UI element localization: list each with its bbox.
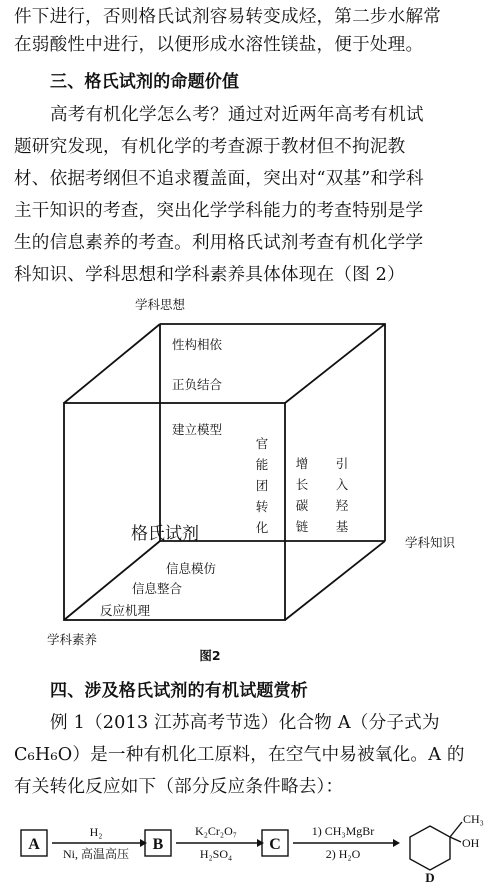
hydroxyl-bond <box>450 837 461 842</box>
section3-para-line-5: 生的信息素养的考查。利用格氏试剂考查有机化学学 <box>14 233 424 253</box>
bottom-item-3: 反应机理 <box>100 603 151 618</box>
box-a-label: A <box>28 836 40 853</box>
vertical-item-2: 增长碳链 <box>295 456 309 534</box>
hydroxyl-label: OH <box>462 836 480 850</box>
paragraph-top-line-1: 件下进行，否则格氏试剂容易转变成烃，第二步水解常 <box>14 7 442 27</box>
axis-label-bottom-left: 学科素养 <box>46 632 98 647</box>
vertical-item-1: 官能团转化 <box>255 436 269 535</box>
arrow-2-bottom: H₂SO₄ <box>199 847 233 861</box>
arrow-2-top: K₂Cr₂O₇ <box>195 824 237 838</box>
section3-para-line-6: 科知识、学科思想和学科素养具体体现在（图 2） <box>14 265 405 285</box>
section3-para-line-2: 题研究发现，有机化学的考查源于教材但不拘泥教 <box>14 137 406 157</box>
section3-heading: 三、格氏试剂的命题价值 <box>50 72 240 92</box>
box-b-label: B <box>152 836 164 853</box>
top-item-3: 建立模型 <box>172 422 223 437</box>
product-label-d: D <box>425 870 435 884</box>
box-c-label: C <box>269 836 281 853</box>
section3-para-line-1: 高考有机化学怎么考？通过对近两年高考有机试 <box>50 105 424 125</box>
section4-para-line-1: 例 1（2013 江苏高考节选）化合物 A（分子式为 <box>50 713 440 733</box>
cyclohexane-ring <box>410 826 450 870</box>
section3-para-line-3: 材、依据考纲但不追求覆盖面，突出对“双基”和学科 <box>14 169 424 189</box>
arrow-1-top: H₂ <box>89 825 103 839</box>
arrowhead-2 <box>257 839 264 847</box>
methyl-label: CH₃ <box>463 812 484 826</box>
section3-para-line-4: 主干知识的考查，突出化学学科能力的考查特别是学 <box>14 201 424 221</box>
section4-heading: 四、涉及格氏试剂的有机试题赏析 <box>50 681 308 701</box>
arrow-3-bottom: 2) H₂O <box>325 847 361 861</box>
top-item-2: 正负结合 <box>172 377 223 392</box>
methyl-bond <box>450 822 462 837</box>
paragraph-top-line-2: 在弱酸性中进行，以便形成水溶性镁盐，便于处理。 <box>14 35 424 55</box>
cube-edge-top-right <box>285 324 385 403</box>
bottom-item-2: 信息整合 <box>132 581 183 596</box>
cube-edge-bottom-right <box>285 541 385 620</box>
section4-para-line-3: 有关转化反应如下（部分反应条件略去）： <box>14 777 344 797</box>
cube-edge-top-left <box>64 324 160 403</box>
section4-para-line-2: C₆H₆O）是一种有机化工原料，在空气中易被氧化。A 的 <box>14 745 465 765</box>
arrowhead-3 <box>393 839 400 847</box>
figure-2-cube-diagram <box>0 290 498 670</box>
figure-caption: 图2 <box>199 648 221 663</box>
arrowhead-1 <box>140 839 147 847</box>
arrow-3-top: 1) CH₃MgBr <box>311 824 375 838</box>
bottom-item-1: 信息模仿 <box>166 561 217 576</box>
axis-label-top: 学科思想 <box>134 297 186 312</box>
top-item-1: 性构相依 <box>172 337 223 352</box>
figure-center-label: 格氏试剂 <box>131 524 199 544</box>
reaction-scheme <box>0 808 498 884</box>
arrow-1-bottom: Ni, 高温高压 <box>62 847 130 861</box>
vertical-item-3: 引入羟基 <box>335 456 349 534</box>
axis-label-right: 学科知识 <box>404 535 456 550</box>
